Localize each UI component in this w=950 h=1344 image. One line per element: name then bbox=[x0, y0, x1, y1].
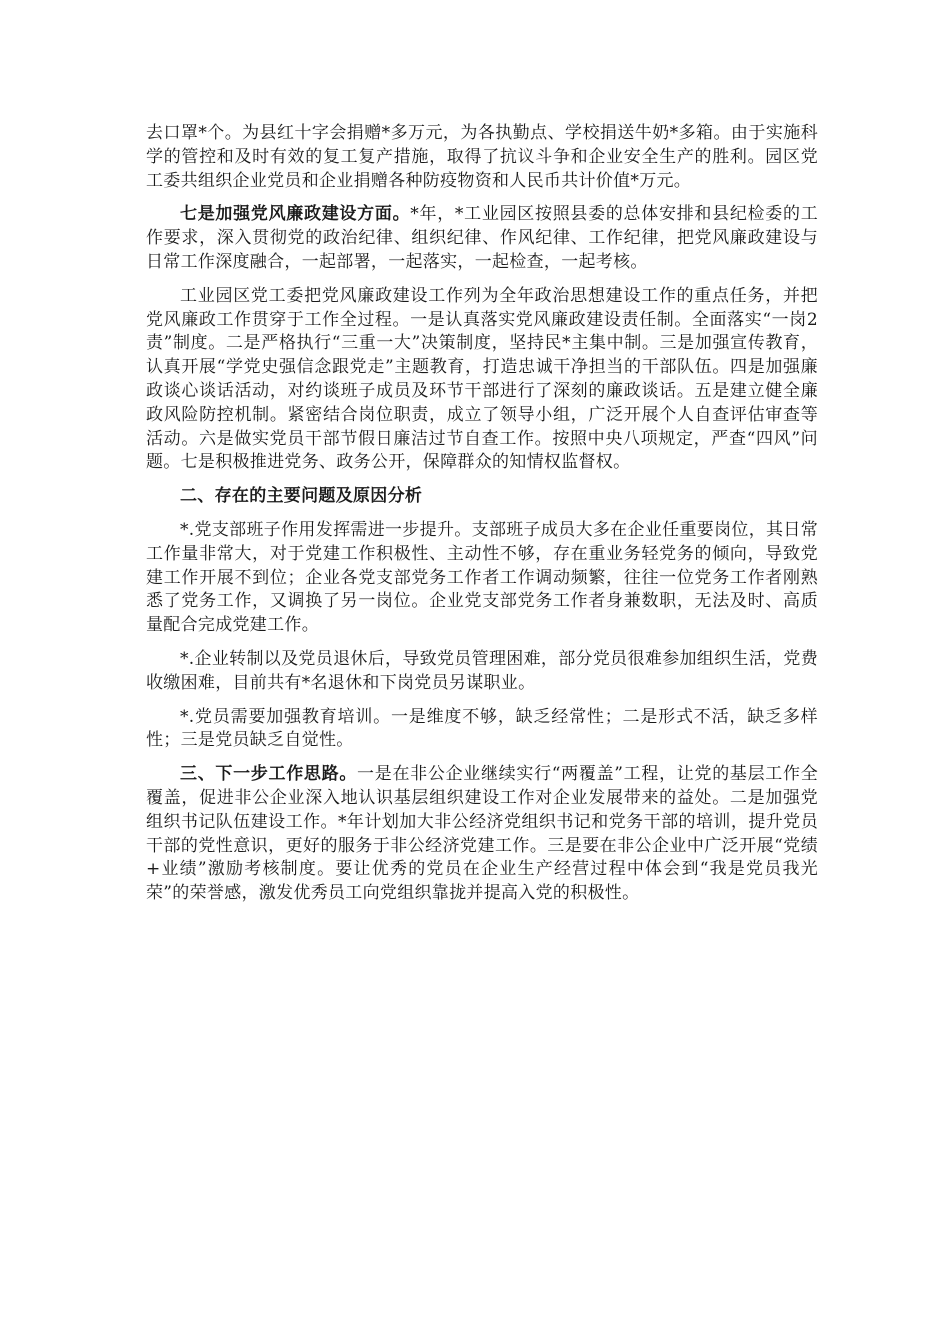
paragraph-problem-1 bbox=[146, 519, 818, 638]
document-body bbox=[146, 122, 818, 916]
paragraph-lead-heading: 七是加强党风廉政建设方面。 bbox=[180, 204, 411, 225]
paragraph-clean-governance bbox=[146, 203, 818, 274]
paragraph-problem-3 bbox=[146, 706, 818, 754]
paragraph-text: *.党员需要加强教育培训。一是维度不够，缺乏经常性；二是形式不活，缺乏多样性；三是党员缺乏自觉性。 bbox=[146, 706, 818, 751]
paragraph-epidemic-donations bbox=[146, 122, 818, 193]
section-heading-problems: 二、存在的主要问题及原因分析 bbox=[180, 486, 423, 507]
paragraph-problem-2 bbox=[146, 648, 818, 696]
paragraph-text: *.企业转制以及党员退休后，导致党员管理困难，部分党员很难参加组织生活，党费收缴困难，目前共有*名退休和下岗党员另谋职业。 bbox=[146, 648, 818, 693]
paragraph-next-steps bbox=[146, 763, 818, 906]
paragraph-text: *年，*工业园区按照县委的总体安排和县纪检委的工作要求，深入贯彻党的政治纪律、组织纪律、作风纪律、工作纪律，把党风廉政建设与日常工作深度融合，一起部署，一起落实，一起检查，一起考核。 bbox=[146, 204, 818, 272]
paragraph-text: *.党支部班子作用发挥需进一步提升。支部班子成员大多在企业任重要岗位，其日常工作量非常大，对于党建工作积极性、主动性不够，存在重业务轻党务的倾向，导致党建工作开展不到位；企业各党支部党务工作者工作调动频繁，往往一位党务工作者刚熟悉了党务工作，又调换了另一岗位。企业党支部党务工作者身兼数职，无法及时、高质量配合完成党建工作。 bbox=[146, 519, 818, 636]
paragraph-text: 工业园区党工委把党风廉政建设工作列为全年政治思想建设工作的重点任务，并把党风廉政工作贯穿于工作全过程。一是认真落实党风廉政建设责任制。全面落实“一岗2责”制度。二是严格执行“三重一大”决策制度，坚持民*主集中制。三是加强宣传教育，认真开展“学党史强信念跟党走”主题教育，打造忠诚干净担当的干部队伍。四是加强廉政谈心谈话活动，对约谈班子成员及环节干部进行了深刻的廉政谈话。五是建立健全廉政风险防控机制。紧密结合岗位职责，成立了领导小组，广泛开展个人自查评估审查等活动。六是做实党员干部节假日廉洁过节自查工作。按照中央八项规定，严查“四风”问题。七是积极推进党务、政务公开，保障群众的知情权监督权。 bbox=[146, 285, 818, 473]
paragraph-text: 去口罩*个。为县红十字会捐赠*多万元，为各执勤点、学校捐送牛奶*多箱。由于实施科学的管控和及时有效的复工复产措施，取得了抗议斗争和企业安全生产的胜利。园区党工委共组织企业党员和企业捐赠各种防疫物资和人民币共计价值*万元。 bbox=[146, 123, 818, 191]
paragraph-text: 一是在非公企业继续实行“两覆盖”工程，让党的基层工作全覆盖，促进非公企业深入地认识基层组织建设工作对企业发展带来的益处。二是加强党组织书记队伍建设工作。*年计划加大非公经济党组织书记和党务干部的培训，提升党员干部的党性意识，更好的服务于非公经济党建工作。三是要在非公企业中广泛开展“党绩+业绩”激励考核制度。要让优秀的党员在企业生产经营过程中体会到“我是党员我光荣”的荣誉感，激发优秀员工向党组织靠拢并提高入党的积极性。 bbox=[146, 764, 819, 904]
paragraph-clean-governance-measures bbox=[146, 285, 818, 475]
paragraph-lead-heading: 三、下一步工作思路。 bbox=[180, 764, 358, 785]
